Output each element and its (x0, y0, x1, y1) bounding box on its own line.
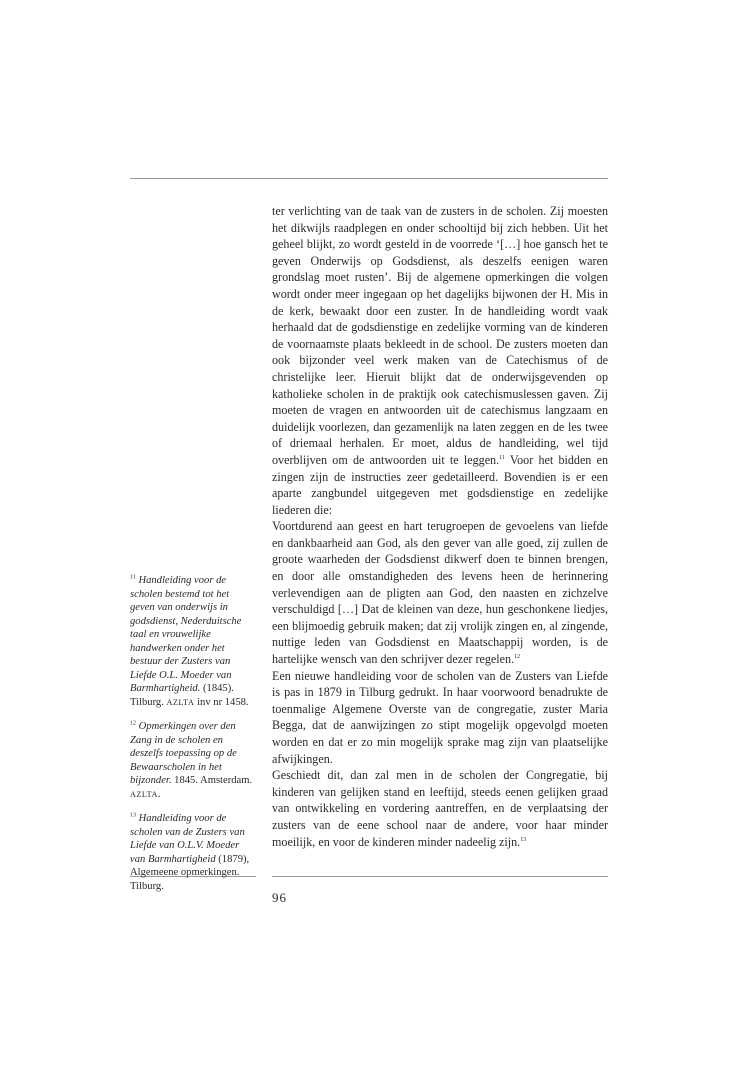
main-text-column (272, 203, 608, 850)
footnotes-column (130, 574, 256, 904)
body-paragraph-2: Een nieuwe handleiding voor de scholen van de Zusters van Liefde is pas in 1879 in Tilburg gedrukt. In haar voorwoord benadrukte de toenmalige Algemene Overste van de congregatie, zuster Maria Begga, dat de aanwijzingen zo stipt mogelijk opgevolgd moeten worden en dat er zo min mogelijk sprake mag zijn van plaatselijke afwijkingen. (272, 668, 608, 766)
body-paragraph-1 (272, 203, 608, 518)
footnote-ref-12: 12 (514, 654, 521, 660)
block-quote-2 (272, 767, 608, 850)
footnote-11 (130, 574, 256, 709)
footnote-detail: 1845. Amsterdam. (171, 775, 253, 786)
top-rule (130, 178, 608, 179)
footnote-detail: inv nr 1458. (194, 696, 249, 708)
footnote-13 (130, 812, 256, 893)
archive-abbreviation: AZLTA (166, 697, 195, 707)
footnote-12 (130, 720, 256, 801)
footnote-detail: . (157, 788, 161, 800)
footnote-number: 12 (130, 720, 136, 727)
paragraph-1-continuation: Voor het bidden en zingen zijn de instructies zeer gedetailleerd. Bovendien is er een aparte zangbundel uitgegeven met godsdienstige en zedelijke liederen die: (272, 452, 608, 517)
footnote-ref-13: 13 (520, 836, 527, 843)
footnote-detail: (1845). Tilburg. (130, 683, 234, 708)
footnote-ref-11: 11 (499, 454, 505, 461)
quote-2-text: Geschiedt dit, dan zal men in de scholen der Congregatie, bij kinderen van gelijken stand en leeftijd, steeds eenen gelijken graad van ontwikkeling en vordering aantreffen, en de verplaatsing der zusters van de eene school naar de andere, voor haar minder moeilijk, en voor de kinderen minder nadeelig zijn. (272, 768, 608, 849)
footnote-title: Opmerkingen over den Zang in de scholen en deszelfs toepassing op de Bewaarscholen in het bijzonder. (130, 721, 237, 786)
archive-abbreviation: AZLTA (130, 789, 158, 799)
bottom-rule-main (272, 876, 608, 877)
footnote-detail: (1879), Algemeene opmerkingen. Tilburg. (130, 853, 250, 892)
footnote-number: 13 (130, 812, 136, 819)
quote-1-text: Voortdurend aan geest en hart terugroepen de gevoelens van liefde en dankbaarheid aan God, als den gever van alle goed, zij zullen de groote waarheden der Godsdienst dikwerf doen te binnen brengen, en door alle omstandigheden des levens heen de herinnering verlevendigen aan de pligten aan God, den naasten en zichzelve verschuldigd […] Dat de kleinen van deze, hun geschonkene liedjes, een blijmoedig gebruik maken; dat zij vrolijk zingen en, al zingende, nuttige leden van Godsdienst en Maatschappij worden, is de hartelijke wensch van den schrijver dezer regelen. (272, 519, 608, 667)
footnote-number: 11 (130, 574, 136, 581)
block-quote-1 (272, 518, 608, 667)
footnote-title: Handleiding voor de scholen van de Zusters van Liefde van O.L.V. Moeder van Barmhartigheid (130, 813, 245, 865)
footnote-title: Handleiding voor de scholen bestemd tot het geven van onderwijs in godsdienst, Nederduitsche taal en vrouwelijke handwerken onder het bestuur der Zusters van Liefde O.L. Moeder van Barmhartigheid. (130, 575, 242, 694)
paragraph-1-text: ter verlichting van de taak van de zusters in de scholen. Zij moesten het dikwijls raadplegen en onder schooltijd bij zich hebben. Uit het geheel blijkt, zo wordt gesteld in de voorrede ‘[…] hoe gansch het te geven Onderwijs op Godsdienst, als deszelfs eenigen waren grondslag moet rusten’. Bij de algemene opmerkingen die volgen wordt onder meer ingegaan op het dagelijks bijwonen der H. Mis in de kerk, bewaakt door een zuster. In de handleiding wordt vaak herhaald dat de godsdienstige en zedelijke vorming van de kinderen de voornaamste plaats bekleedt in de school. De zusters moeten dan ook bijzonder veel werk maken van de Catechismus of de christelijke leer. Hieruit blijkt dat de onderwijsgevenden op katholieke scholen in de praktijk ook catechismuslessen gaven. Zij moeten de vragen en antwoorden uit de catechismus langzaam en duidelijk voorlezen, dan gezamenlijk na laten zeggen en de les twee of driemaal herhalen. Er moet, aldus de handleiding, wel tijd overblijven om de antwoorden uit te leggen. (272, 204, 608, 467)
page-number: 96 (272, 890, 287, 905)
